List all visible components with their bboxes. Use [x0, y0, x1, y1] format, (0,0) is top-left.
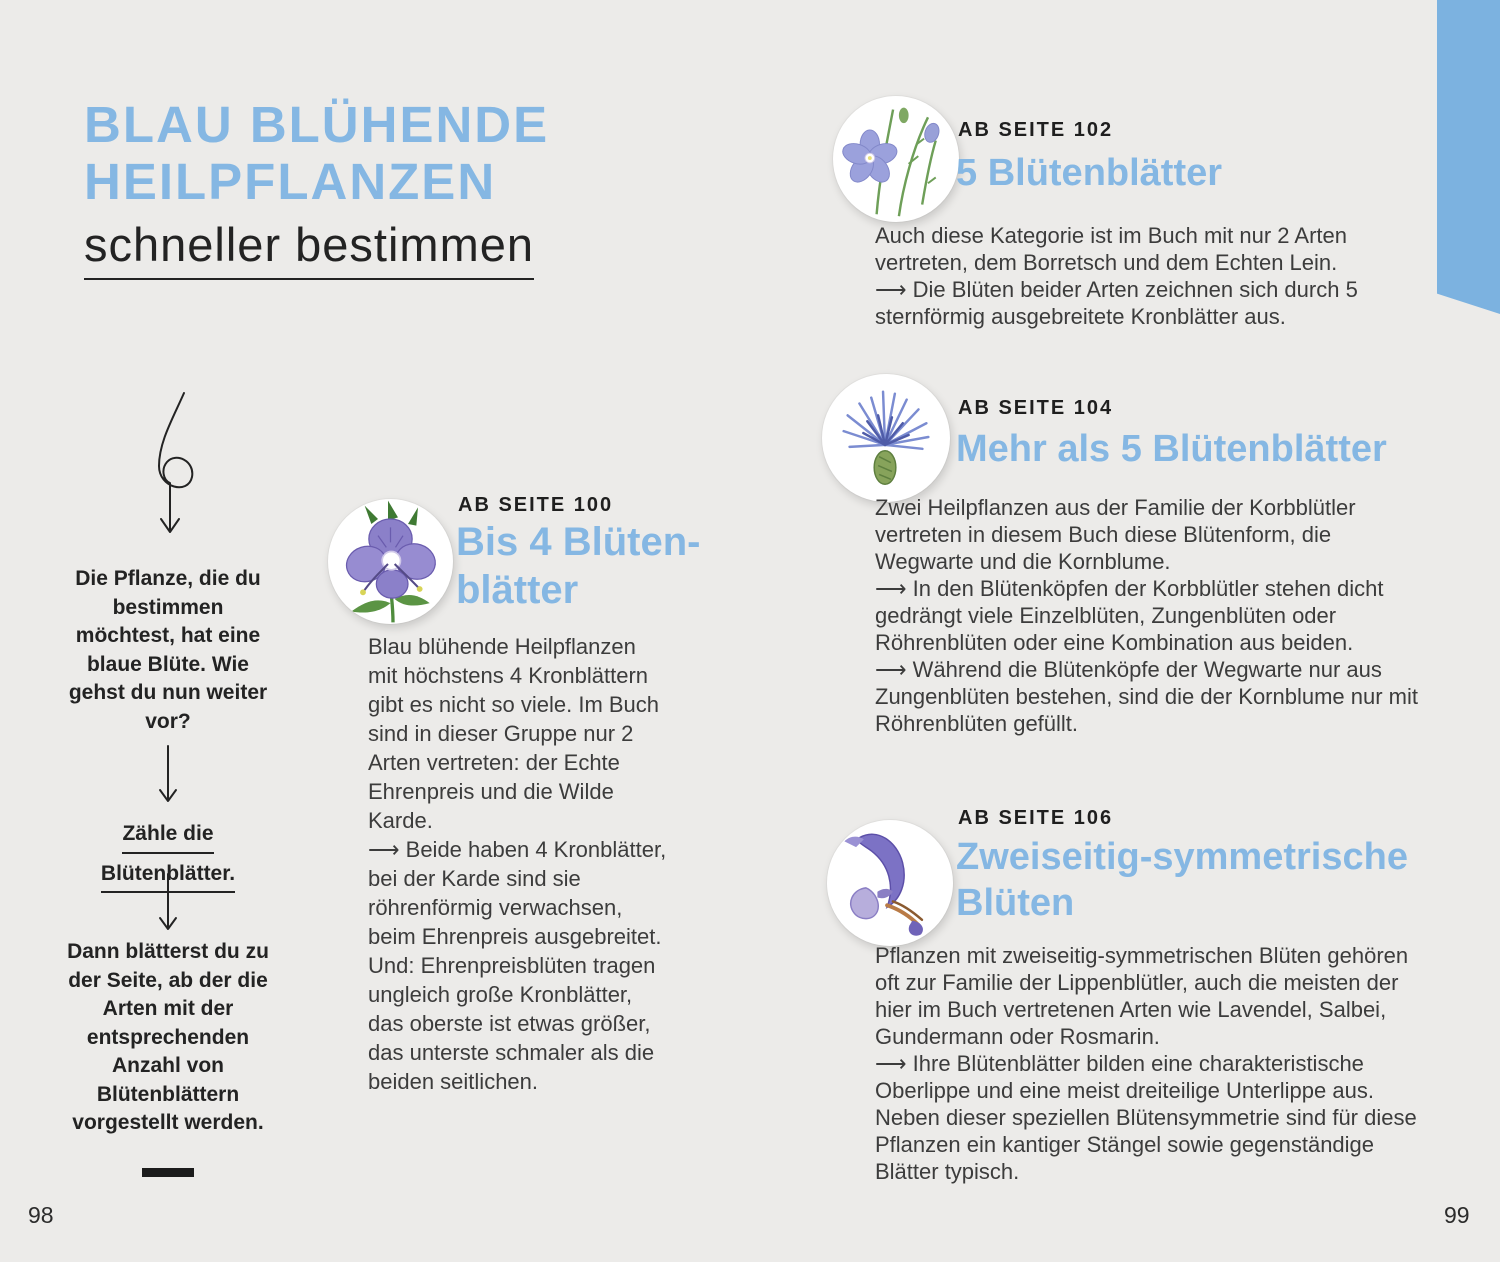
section-paragraph: ⟶ In den Blütenköpfen der Korbblütler stehen dicht gedrängt viele Einzelblüten, Zungenblüten oder Röhrenblüten oder eine Kombination aus beiden.: [875, 576, 1384, 655]
section-paragraph: Auch diese Kategorie ist im Buch mit nur 2 Arten vertreten, dem Borretsch und dem Echten Lein.: [875, 223, 1348, 275]
speedwell-flower-icon: [328, 499, 453, 624]
section-paragraph: Pflanzen mit zweiseitig-symmetrischen Blüten gehören oft zur Familie der Lippenblütler, auch die meisten der hier im Buch vertretenen Arten wie Lavendel, Salbei, Gundermann oder Rosmarin.: [875, 943, 1409, 1049]
underlined-step-line2: Blütenblätter.: [101, 860, 235, 894]
squiggle-arrow-icon: [126, 390, 216, 550]
section-heading-line1: Bis 4 Blüten-: [456, 520, 701, 564]
section-paragraph: Blau blühende Heilpflanzen mit höchstens 4 Kronblättern gibt es nicht so viele. Im Buch sind in dieser Gruppe nur 2 Arten vertreten: der Echte Ehrenpreis und die Wilde Karde.: [368, 634, 660, 833]
plant-illustration-circle: [822, 374, 950, 502]
section-body: [875, 222, 1380, 330]
section-heading-line2: blätter: [456, 568, 579, 612]
page-subtitle: schneller bestimmen: [84, 220, 534, 280]
plant-illustration-circle: [328, 499, 453, 624]
underlined-step-line1: Zähle die: [122, 820, 213, 854]
flax-flower-icon: [833, 96, 959, 222]
section-paragraph: ⟶ Ihre Blütenblätter bilden eine charakteristische Oberlippe und eine meist dreiteilige Unterlippe aus. Neben dieser speziellen Blütensymmetrie sind für diese Pflanzen ein kantiger Stängel sowie gegenständige Blätter typisch.: [875, 1051, 1417, 1184]
section-kicker: AB SEITE 106: [958, 807, 1114, 829]
flow-step-intro: Die Pflanze, die du bestimmen möchtest, hat eine blaue Blüte. Wie gehst du nun weiter vor?: [68, 567, 268, 733]
cornflower-icon: [822, 374, 950, 502]
section-body: [875, 942, 1433, 1185]
end-dash: [142, 1168, 194, 1177]
corner-ribbon: [1437, 0, 1500, 314]
section-paragraph: ⟶ Beide haben 4 Kronblätter, bei der Karde sind sie röhrenförmig verwachsen, beim Ehrenpreis ausgebreitet. Und: Ehrenpreisblüten tragen ungleich große Kronblätter, das oberste ist etwas größer, das unterste schmaler als die beiden seitlichen.: [368, 837, 667, 1094]
page-title-line2: HEILPFLANZEN: [84, 153, 497, 210]
section-heading: [456, 518, 700, 614]
section-paragraph: Zwei Heilpflanzen aus der Familie der Korbblütler vertreten in diesem Buch diese Blütenform, die Wegwarte und die Kornblume.: [875, 495, 1356, 574]
page-number-left: 98: [28, 1202, 54, 1228]
down-arrow-icon: [156, 872, 180, 932]
section-paragraph: ⟶ Die Blüten beider Arten zeichnen sich durch 5 sternförmig ausgebreitete Kronblätter aus.: [875, 277, 1358, 329]
section-kicker: AB SEITE 102: [958, 119, 1114, 141]
section-paragraph: ⟶ Während die Blütenköpfe der Wegwarte nur aus Zungenblüten bestehen, sind die der Kornblume nur mit Röhrenblüten gefüllt.: [875, 657, 1419, 736]
plant-illustration-circle: [833, 96, 959, 222]
page-number-right: 99: [1444, 1202, 1470, 1228]
page-title-line1: BLAU BLÜHENDE: [84, 96, 550, 153]
iris-flower-icon: [827, 820, 953, 946]
section-heading: 5 Blütenblätter: [956, 152, 1223, 194]
section-body: [875, 494, 1423, 737]
flow-step-outro: Dann blätterst du zu der Seite, ab der die Arten mit der entsprechenden Anzahl von Blütenblättern vorgestellt werden.: [67, 940, 269, 1134]
section-kicker: AB SEITE 100: [458, 494, 614, 516]
down-arrow-icon: [156, 744, 180, 804]
section-heading: Zweiseitig-symmetrische Blüten: [956, 836, 1408, 924]
section-heading: Mehr als 5 Blütenblätter: [956, 428, 1387, 470]
section-kicker: AB SEITE 104: [958, 397, 1114, 419]
section-body: [368, 632, 670, 1096]
page-title-block: [84, 96, 644, 280]
plant-illustration-circle: [827, 820, 953, 946]
